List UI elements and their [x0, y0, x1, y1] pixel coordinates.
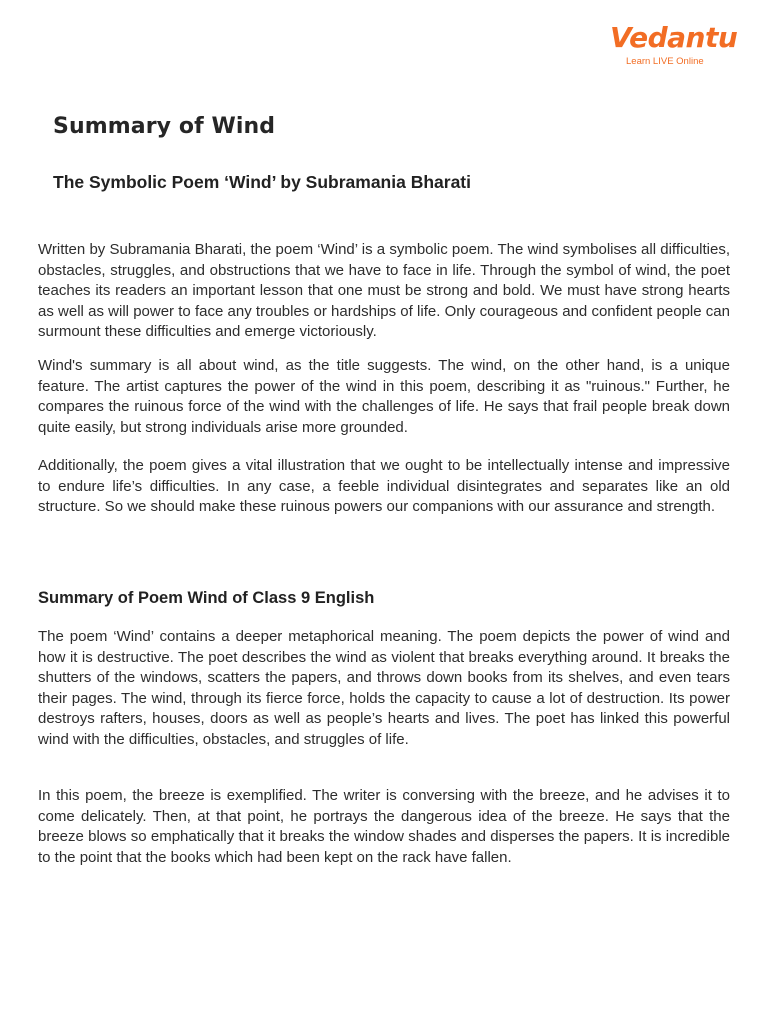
paragraph-symbolic-poem: Written by Subramania Bharati, the poem ‘Wind’ is a symbolic poem. The wind symbolises all difficulties, obstacles, struggles, and obstructions that we have to face in life. Through the symbol of wind, the poet teaches its readers an important lesson that one must be strong and bold. We must have strong hearts as well as will power to face any troubles or hardships of life. Only courageous and confident people can surmount these difficulties and emerge victoriously.	[38, 241, 730, 340]
section-heading: Summary of Poem Wind of Class 9 English	[38, 589, 375, 607]
vedantu-logo	[610, 21, 738, 72]
logo-wordmark: Vedantu	[610, 21, 738, 54]
logo-tagline: Learn LIVE Online	[626, 56, 704, 67]
page-subtitle: The Symbolic Poem ‘Wind’ by Subramania Bharati	[53, 172, 471, 192]
paragraph-breeze: In this poem, the breeze is exemplified. The writer is conversing with the breeze, and he advises it to come delicately. Then, at that point, he portrays the dangerous idea of the breeze. He says that the breeze blows so emphatically that it breaks the window shades and disperses the papers. It is incredible to the point that the books which had been kept on the rack have fallen.	[38, 787, 730, 866]
page-title: Summary of Wind	[53, 114, 276, 139]
paragraph-metaphorical-meaning: The poem ‘Wind’ contains a deeper metaphorical meaning. The poem depicts the power of wind and how it is destructive. The poet describes the wind as violent that breaks everything around. It breaks the shutters of the windows, scatters the papers, and throws down books from its shelves, and even tears their pages. The wind, through its fierce force, holds the capacity to cause a lot of destruction. Its power destroys rafters, houses, doors as well as people’s hearts and lives. The poet has linked this powerful wind with the difficulties, obstacles, and struggles of life.	[38, 628, 730, 748]
paragraph-wind-summary: Wind's summary is all about wind, as the title suggests. The wind, on the other hand, is a unique feature. The artist captures the power of the wind in this poem, describing it as "ruinous." Further, he compares the ruinous force of the wind with the challenges of life. He says that frail people break down quite easily, but strong individuals arise more grounded.	[38, 357, 730, 436]
paragraph-illustration: Additionally, the poem gives a vital illustration that we ought to be intellectually intense and impressive to endure life’s difficulties. In any case, a feeble individual disintegrates and separates like an old structure. So we should make these ruinous powers our companions with our assurance and strength.	[38, 457, 730, 515]
